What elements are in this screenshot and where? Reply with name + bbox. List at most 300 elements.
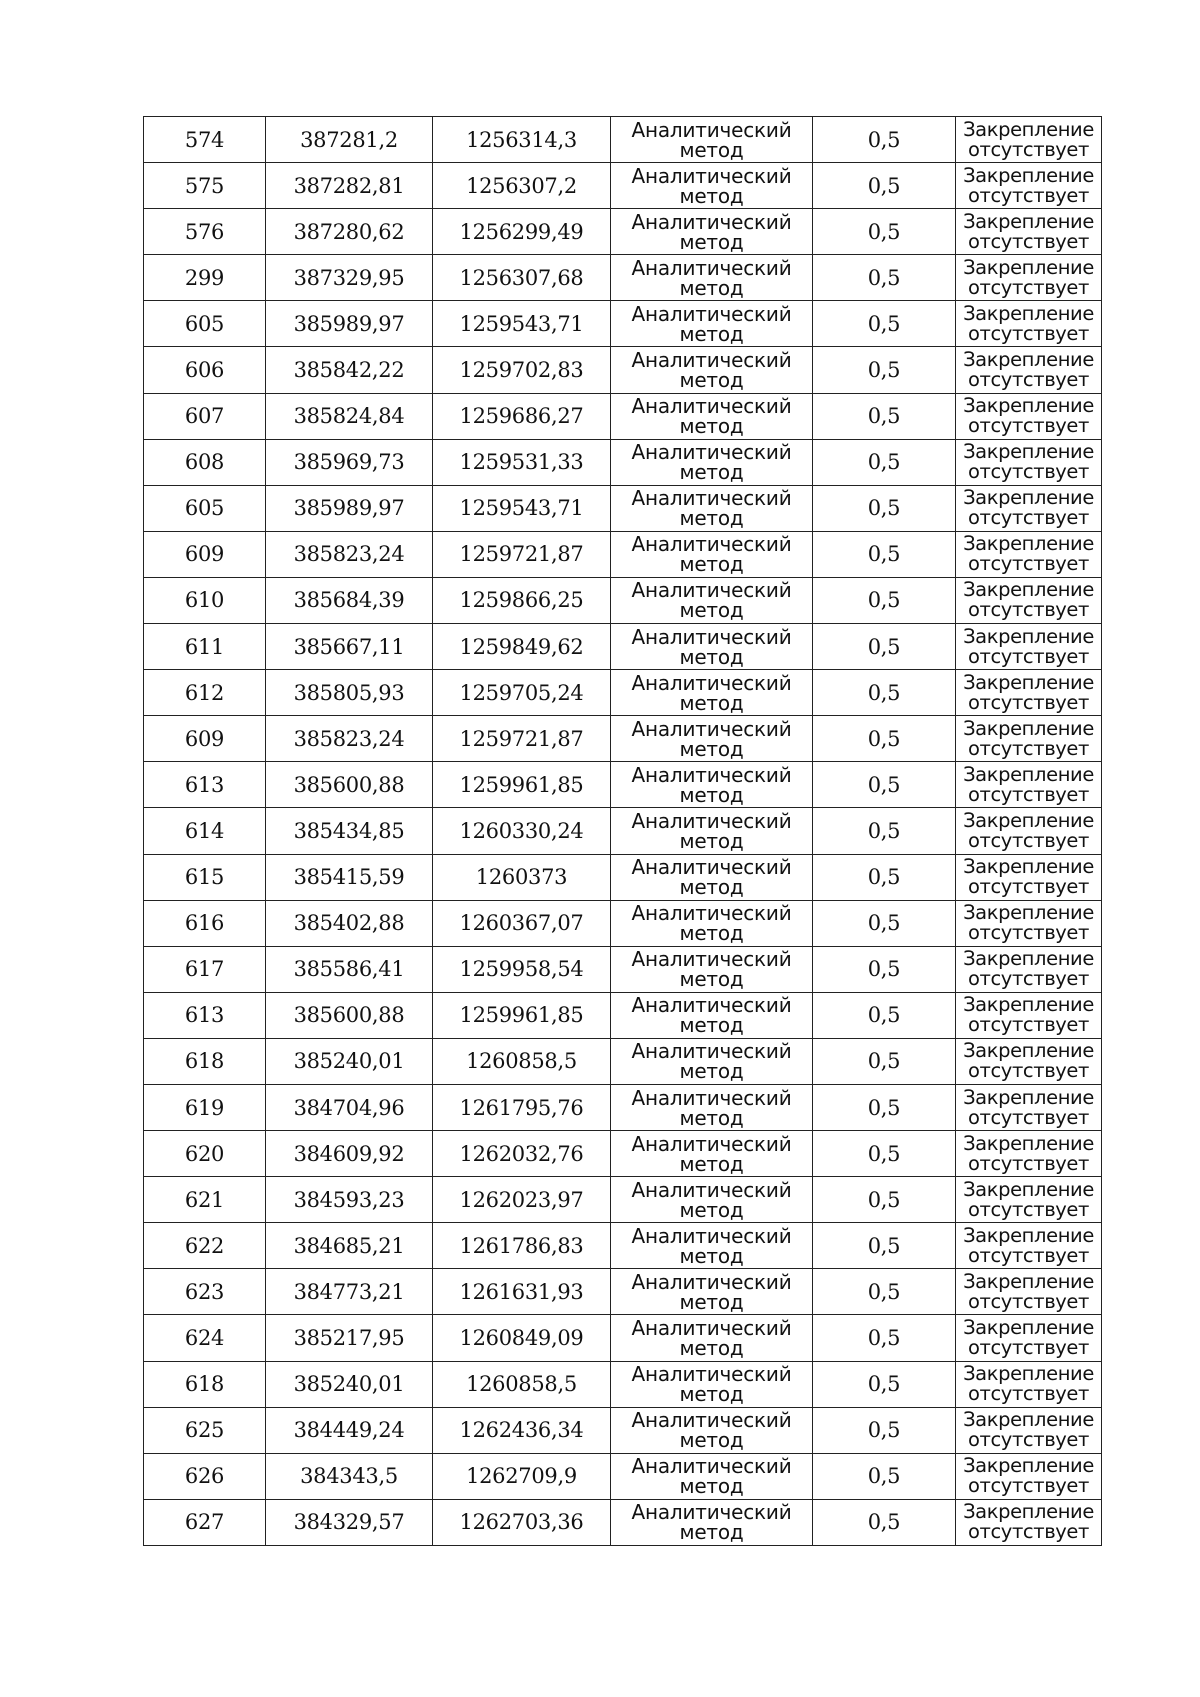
cell-accuracy: 0,5	[813, 1453, 956, 1499]
cell-y-coordinate: 1261795,76	[433, 1084, 611, 1130]
cell-method	[611, 393, 813, 439]
table-row	[144, 209, 1102, 255]
cell-fixation-line-1: Закрепление	[963, 1085, 1094, 1109]
cell-y-coordinate: 1259686,27	[433, 393, 611, 439]
cell-fixation	[956, 531, 1102, 577]
cell-y-coordinate: 1260373	[433, 854, 611, 900]
cell-y-coordinate: 1260849,09	[433, 1315, 611, 1361]
cell-fixation-line-2: отсутствует	[968, 828, 1089, 852]
cell-fixation-line-2: отсутствует	[968, 1243, 1089, 1267]
cell-method-line-1: Аналитический	[631, 993, 792, 1018]
cell-fixation-line-2: отсутствует	[968, 782, 1089, 806]
cell-x-coordinate: 384704,96	[266, 1084, 433, 1130]
cell-point-number: 613	[144, 762, 266, 808]
cell-fixation-line-1: Закрепление	[963, 762, 1094, 786]
cell-fixation-line-1: Закрепление	[963, 348, 1094, 372]
cell-accuracy: 0,5	[813, 762, 956, 808]
cell-method	[611, 716, 813, 762]
cell-accuracy: 0,5	[813, 808, 956, 854]
cell-method-line-1: Аналитический	[631, 1269, 792, 1294]
cell-method-line-1: Аналитический	[631, 1085, 792, 1110]
cell-accuracy: 0,5	[813, 1407, 956, 1453]
cell-point-number: 617	[144, 946, 266, 992]
cell-fixation-line-2: отсутствует	[968, 1428, 1089, 1452]
cell-fixation-line-1: Закрепление	[963, 855, 1094, 879]
cell-method-line-2: метод	[679, 1197, 744, 1222]
cell-point-number: 608	[144, 439, 266, 485]
cell-fixation-line-2: отсутствует	[968, 1289, 1089, 1313]
cell-fixation-line-1: Закрепление	[963, 1454, 1094, 1478]
cell-x-coordinate: 384329,57	[266, 1499, 433, 1545]
cell-method-line-2: метод	[679, 1289, 744, 1314]
cell-point-number: 605	[144, 485, 266, 531]
cell-fixation	[956, 577, 1102, 623]
cell-method	[611, 854, 813, 900]
cell-fixation	[956, 1315, 1102, 1361]
cell-method-line-2: метод	[679, 229, 744, 254]
cell-x-coordinate: 384593,23	[266, 1177, 433, 1223]
cell-x-coordinate: 385969,73	[266, 439, 433, 485]
cell-fixation-line-1: Закрепление	[963, 624, 1094, 648]
cell-accuracy: 0,5	[813, 1177, 956, 1223]
cell-method	[611, 1315, 813, 1361]
cell-method	[611, 762, 813, 808]
cell-fixation	[956, 255, 1102, 301]
cell-y-coordinate: 1262032,76	[433, 1131, 611, 1177]
cell-fixation-line-2: отсутствует	[968, 1059, 1089, 1083]
cell-accuracy: 0,5	[813, 163, 956, 209]
cell-method-line-2: метод	[679, 1151, 744, 1176]
coordinates-table	[143, 116, 1102, 1546]
cell-accuracy: 0,5	[813, 301, 956, 347]
cell-fixation-line-2: отсутствует	[968, 414, 1089, 438]
cell-method-line-2: метод	[679, 1243, 744, 1268]
cell-fixation	[956, 163, 1102, 209]
cell-fixation-line-1: Закрепление	[963, 993, 1094, 1017]
cell-point-number: 605	[144, 301, 266, 347]
cell-method-line-1: Аналитический	[631, 578, 792, 603]
cell-fixation-line-2: отсутствует	[968, 736, 1089, 760]
cell-x-coordinate: 385240,01	[266, 1361, 433, 1407]
cell-y-coordinate: 1261631,93	[433, 1269, 611, 1315]
table-row	[144, 854, 1102, 900]
cell-method	[611, 670, 813, 716]
table-row	[144, 946, 1102, 992]
table-row	[144, 900, 1102, 946]
cell-method	[611, 900, 813, 946]
cell-method-line-2: метод	[679, 414, 744, 439]
cell-accuracy: 0,5	[813, 1038, 956, 1084]
cell-fixation	[956, 762, 1102, 808]
cell-x-coordinate: 384449,24	[266, 1407, 433, 1453]
cell-accuracy: 0,5	[813, 1223, 956, 1269]
cell-x-coordinate: 385240,01	[266, 1038, 433, 1084]
cell-method	[611, 347, 813, 393]
cell-method	[611, 1223, 813, 1269]
cell-method	[611, 946, 813, 992]
cell-method-line-2: метод	[679, 1335, 744, 1360]
table-row	[144, 1131, 1102, 1177]
cell-fixation-line-2: отсутствует	[968, 368, 1089, 392]
cell-fixation-line-1: Закрепление	[963, 255, 1094, 279]
table-row	[144, 1084, 1102, 1130]
cell-fixation	[956, 1084, 1102, 1130]
cell-fixation	[956, 347, 1102, 393]
cell-point-number: 575	[144, 163, 266, 209]
cell-y-coordinate: 1259721,87	[433, 716, 611, 762]
cell-fixation-line-1: Закрепление	[963, 163, 1094, 187]
cell-point-number: 576	[144, 209, 266, 255]
table-row	[144, 531, 1102, 577]
table-row	[144, 1453, 1102, 1499]
cell-point-number: 616	[144, 900, 266, 946]
cell-method-line-1: Аналитический	[631, 901, 792, 926]
table-row	[144, 301, 1102, 347]
cell-method-line-1: Аналитический	[631, 486, 792, 511]
table-row	[144, 716, 1102, 762]
cell-fixation-line-1: Закрепление	[963, 808, 1094, 832]
cell-point-number: 299	[144, 255, 266, 301]
cell-y-coordinate: 1256299,49	[433, 209, 611, 255]
cell-fixation-line-2: отсутствует	[968, 598, 1089, 622]
cell-x-coordinate: 385434,85	[266, 808, 433, 854]
cell-method-line-2: метод	[679, 1520, 744, 1545]
cell-method-line-2: метод	[679, 275, 744, 300]
cell-accuracy: 0,5	[813, 900, 956, 946]
cell-fixation-line-1: Закрепление	[963, 1362, 1094, 1386]
cell-x-coordinate: 385823,24	[266, 716, 433, 762]
cell-x-coordinate: 385415,59	[266, 854, 433, 900]
cell-fixation	[956, 1269, 1102, 1315]
cell-method	[611, 1269, 813, 1315]
cell-fixation-line-2: отсутствует	[968, 1382, 1089, 1406]
cell-method-line-1: Аналитический	[631, 1131, 792, 1156]
cell-method	[611, 1177, 813, 1223]
cell-fixation-line-1: Закрепление	[963, 394, 1094, 418]
cell-fixation-line-2: отсутствует	[968, 1520, 1089, 1544]
cell-method	[611, 808, 813, 854]
cell-fixation-line-1: Закрепление	[963, 1039, 1094, 1063]
cell-y-coordinate: 1256307,68	[433, 255, 611, 301]
cell-accuracy: 0,5	[813, 854, 956, 900]
cell-accuracy: 0,5	[813, 946, 956, 992]
table-row	[144, 1407, 1102, 1453]
cell-x-coordinate: 385402,88	[266, 900, 433, 946]
cell-method-line-1: Аналитический	[631, 301, 792, 326]
cell-fixation	[956, 209, 1102, 255]
cell-fixation-line-1: Закрепление	[963, 901, 1094, 925]
cell-method	[611, 531, 813, 577]
table-row	[144, 393, 1102, 439]
cell-method-line-2: метод	[679, 690, 744, 715]
cell-method-line-1: Аналитический	[631, 348, 792, 373]
cell-method	[611, 624, 813, 670]
cell-x-coordinate: 387329,95	[266, 255, 433, 301]
cell-method-line-2: метод	[679, 368, 744, 393]
cell-y-coordinate: 1259543,71	[433, 485, 611, 531]
cell-x-coordinate: 385684,39	[266, 577, 433, 623]
cell-fixation-line-2: отсутствует	[968, 967, 1089, 991]
cell-method-line-1: Аналитический	[631, 855, 792, 880]
cell-accuracy: 0,5	[813, 670, 956, 716]
table-row	[144, 1499, 1102, 1545]
cell-method	[611, 577, 813, 623]
table-row	[144, 439, 1102, 485]
cell-method-line-2: метод	[679, 1474, 744, 1499]
cell-point-number: 618	[144, 1361, 266, 1407]
cell-accuracy: 0,5	[813, 1131, 956, 1177]
cell-point-number: 626	[144, 1453, 266, 1499]
cell-point-number: 622	[144, 1223, 266, 1269]
cell-fixation-line-2: отсутствует	[968, 1335, 1089, 1359]
cell-method-line-1: Аналитический	[631, 1454, 792, 1479]
cell-y-coordinate: 1262709,9	[433, 1453, 611, 1499]
cell-method	[611, 1407, 813, 1453]
cell-method-line-1: Аналитический	[631, 532, 792, 557]
cell-method-line-1: Аналитический	[631, 1362, 792, 1387]
cell-fixation-line-2: отсутствует	[968, 1105, 1089, 1129]
cell-fixation	[956, 117, 1102, 163]
cell-method	[611, 163, 813, 209]
table-body	[144, 117, 1102, 1546]
cell-y-coordinate: 1259866,25	[433, 577, 611, 623]
cell-fixation-line-2: отсутствует	[968, 921, 1089, 945]
cell-accuracy: 0,5	[813, 117, 956, 163]
cell-method	[611, 209, 813, 255]
cell-y-coordinate: 1262436,34	[433, 1407, 611, 1453]
cell-y-coordinate: 1259543,71	[433, 301, 611, 347]
cell-fixation-line-2: отсутствует	[968, 460, 1089, 484]
cell-method-line-2: метод	[679, 321, 744, 346]
cell-fixation	[956, 439, 1102, 485]
cell-method	[611, 117, 813, 163]
cell-x-coordinate: 385217,95	[266, 1315, 433, 1361]
cell-fixation-line-2: отсутствует	[968, 1197, 1089, 1221]
cell-x-coordinate: 385989,97	[266, 485, 433, 531]
cell-x-coordinate: 385667,11	[266, 624, 433, 670]
cell-point-number: 619	[144, 1084, 266, 1130]
cell-method-line-1: Аналитический	[631, 117, 792, 142]
table-row	[144, 808, 1102, 854]
cell-fixation-line-1: Закрепление	[963, 947, 1094, 971]
cell-accuracy: 0,5	[813, 716, 956, 762]
table-row	[144, 347, 1102, 393]
cell-method-line-2: метод	[679, 921, 744, 946]
cell-x-coordinate: 384609,92	[266, 1131, 433, 1177]
cell-method-line-1: Аналитический	[631, 1500, 792, 1525]
table-row	[144, 485, 1102, 531]
table-row	[144, 1177, 1102, 1223]
cell-accuracy: 0,5	[813, 439, 956, 485]
cell-fixation	[956, 1223, 1102, 1269]
table-row	[144, 255, 1102, 301]
cell-point-number: 621	[144, 1177, 266, 1223]
cell-point-number: 620	[144, 1131, 266, 1177]
cell-y-coordinate: 1260367,07	[433, 900, 611, 946]
cell-accuracy: 0,5	[813, 1499, 956, 1545]
cell-point-number: 624	[144, 1315, 266, 1361]
cell-fixation	[956, 670, 1102, 716]
cell-point-number: 618	[144, 1038, 266, 1084]
table-row	[144, 624, 1102, 670]
cell-point-number: 574	[144, 117, 266, 163]
cell-x-coordinate: 384773,21	[266, 1269, 433, 1315]
cell-point-number: 607	[144, 393, 266, 439]
cell-method-line-2: метод	[679, 1105, 744, 1130]
cell-accuracy: 0,5	[813, 577, 956, 623]
cell-accuracy: 0,5	[813, 992, 956, 1038]
cell-accuracy: 0,5	[813, 1084, 956, 1130]
cell-point-number: 609	[144, 531, 266, 577]
cell-method	[611, 485, 813, 531]
cell-fixation	[956, 854, 1102, 900]
cell-accuracy: 0,5	[813, 624, 956, 670]
cell-fixation-line-1: Закрепление	[963, 117, 1094, 141]
cell-method-line-2: метод	[679, 967, 744, 992]
cell-method-line-2: метод	[679, 1382, 744, 1407]
cell-x-coordinate: 385805,93	[266, 670, 433, 716]
cell-x-coordinate: 385600,88	[266, 762, 433, 808]
cell-fixation	[956, 393, 1102, 439]
cell-point-number: 625	[144, 1407, 266, 1453]
cell-method-line-1: Аналитический	[631, 762, 792, 787]
cell-fixation-line-2: отсутствует	[968, 644, 1089, 668]
cell-point-number: 613	[144, 992, 266, 1038]
cell-fixation	[956, 1361, 1102, 1407]
cell-fixation	[956, 716, 1102, 762]
cell-method-line-1: Аналитический	[631, 624, 792, 649]
cell-fixation-line-2: отсутствует	[968, 875, 1089, 899]
table-row	[144, 1038, 1102, 1084]
cell-fixation-line-2: отсутствует	[968, 229, 1089, 253]
cell-y-coordinate: 1256314,3	[433, 117, 611, 163]
cell-fixation-line-2: отсутствует	[968, 1474, 1089, 1498]
cell-accuracy: 0,5	[813, 485, 956, 531]
cell-fixation	[956, 1177, 1102, 1223]
cell-point-number: 615	[144, 854, 266, 900]
cell-fixation-line-1: Закрепление	[963, 440, 1094, 464]
cell-method	[611, 1453, 813, 1499]
cell-y-coordinate: 1256307,2	[433, 163, 611, 209]
cell-fixation-line-1: Закрепление	[963, 1223, 1094, 1247]
cell-point-number: 610	[144, 577, 266, 623]
cell-y-coordinate: 1260330,24	[433, 808, 611, 854]
cell-y-coordinate: 1259849,62	[433, 624, 611, 670]
cell-fixation-line-2: отсутствует	[968, 1013, 1089, 1037]
table-row	[144, 1315, 1102, 1361]
cell-method-line-2: метод	[679, 1059, 744, 1084]
cell-y-coordinate: 1262703,36	[433, 1499, 611, 1545]
cell-accuracy: 0,5	[813, 531, 956, 577]
cell-fixation-line-1: Закрепление	[963, 1315, 1094, 1339]
cell-fixation	[956, 1453, 1102, 1499]
cell-accuracy: 0,5	[813, 393, 956, 439]
cell-method-line-2: метод	[679, 644, 744, 669]
cell-method-line-2: метод	[679, 782, 744, 807]
cell-fixation-line-2: отсутствует	[968, 552, 1089, 576]
cell-method-line-2: метод	[679, 183, 744, 208]
cell-point-number: 614	[144, 808, 266, 854]
cell-method-line-2: метод	[679, 598, 744, 623]
cell-x-coordinate: 385600,88	[266, 992, 433, 1038]
cell-method	[611, 255, 813, 301]
cell-x-coordinate: 385823,24	[266, 531, 433, 577]
cell-y-coordinate: 1259705,24	[433, 670, 611, 716]
cell-fixation-line-1: Закрепление	[963, 578, 1094, 602]
cell-accuracy: 0,5	[813, 1315, 956, 1361]
table-row	[144, 1269, 1102, 1315]
cell-x-coordinate: 385824,84	[266, 393, 433, 439]
cell-method	[611, 301, 813, 347]
cell-method-line-1: Аналитический	[631, 947, 792, 972]
cell-fixation-line-1: Закрепление	[963, 532, 1094, 556]
cell-fixation	[956, 1407, 1102, 1453]
cell-point-number: 612	[144, 670, 266, 716]
cell-fixation	[956, 946, 1102, 992]
cell-y-coordinate: 1259531,33	[433, 439, 611, 485]
cell-fixation-line-2: отсутствует	[968, 321, 1089, 345]
cell-fixation	[956, 1038, 1102, 1084]
cell-method-line-1: Аналитический	[631, 716, 792, 741]
cell-method-line-1: Аналитический	[631, 1408, 792, 1433]
cell-x-coordinate: 385586,41	[266, 946, 433, 992]
cell-x-coordinate: 384685,21	[266, 1223, 433, 1269]
cell-method-line-2: метод	[679, 1428, 744, 1453]
cell-method-line-1: Аналитический	[631, 670, 792, 695]
cell-fixation-line-2: отсутствует	[968, 275, 1089, 299]
cell-x-coordinate: 387280,62	[266, 209, 433, 255]
cell-method-line-2: метод	[679, 736, 744, 761]
cell-x-coordinate: 385989,97	[266, 301, 433, 347]
cell-fixation-line-1: Закрепление	[963, 301, 1094, 325]
cell-fixation-line-1: Закрепление	[963, 1500, 1094, 1524]
cell-fixation	[956, 808, 1102, 854]
cell-fixation-line-2: отсутствует	[968, 506, 1089, 530]
cell-method-line-2: метод	[679, 875, 744, 900]
table-row	[144, 1361, 1102, 1407]
cell-method-line-1: Аналитический	[631, 1315, 792, 1340]
cell-fixation-line-1: Закрепление	[963, 486, 1094, 510]
cell-y-coordinate: 1259721,87	[433, 531, 611, 577]
cell-y-coordinate: 1260858,5	[433, 1361, 611, 1407]
cell-fixation-line-1: Закрепление	[963, 716, 1094, 740]
cell-y-coordinate: 1262023,97	[433, 1177, 611, 1223]
table-row	[144, 117, 1102, 163]
table-row	[144, 992, 1102, 1038]
table-row	[144, 670, 1102, 716]
cell-y-coordinate: 1261786,83	[433, 1223, 611, 1269]
cell-method-line-1: Аналитический	[631, 255, 792, 280]
cell-method-line-2: метод	[679, 137, 744, 162]
cell-method-line-1: Аналитический	[631, 1177, 792, 1202]
cell-y-coordinate: 1259702,83	[433, 347, 611, 393]
cell-x-coordinate: 385842,22	[266, 347, 433, 393]
cell-fixation-line-1: Закрепление	[963, 1177, 1094, 1201]
cell-fixation	[956, 900, 1102, 946]
cell-method-line-2: метод	[679, 552, 744, 577]
cell-fixation	[956, 485, 1102, 531]
cell-fixation-line-2: отсутствует	[968, 690, 1089, 714]
cell-method	[611, 992, 813, 1038]
cell-method-line-1: Аналитический	[631, 440, 792, 465]
cell-method-line-2: метод	[679, 828, 744, 853]
cell-method-line-1: Аналитический	[631, 1223, 792, 1248]
cell-fixation	[956, 1499, 1102, 1545]
cell-fixation-line-2: отсутствует	[968, 183, 1089, 207]
table-row	[144, 762, 1102, 808]
cell-fixation-line-1: Закрепление	[963, 1131, 1094, 1155]
cell-accuracy: 0,5	[813, 255, 956, 301]
